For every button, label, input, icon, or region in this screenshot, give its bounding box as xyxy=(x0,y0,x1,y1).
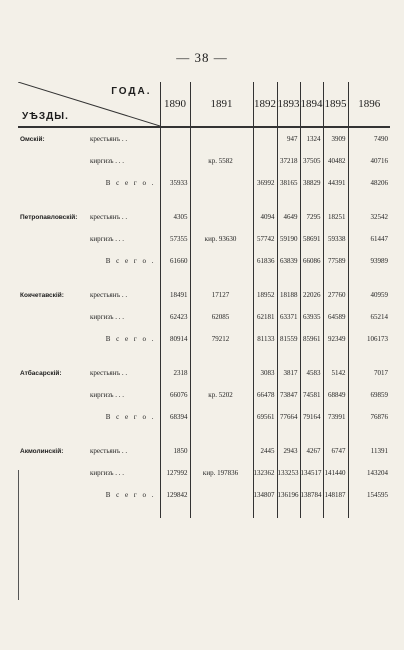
value-cell: 73847 xyxy=(277,384,300,406)
district-name xyxy=(18,484,88,506)
value-cell: 17127 xyxy=(190,284,253,306)
value-cell: 40716 xyxy=(348,150,390,172)
value-cell: 134517 xyxy=(300,462,323,484)
separator-cell xyxy=(18,272,88,284)
table-row xyxy=(18,150,390,172)
table-row xyxy=(18,306,390,328)
value-cell: 62181 xyxy=(253,306,277,328)
value-cell: 59190 xyxy=(277,228,300,250)
value-cell: 68394 xyxy=(160,406,190,428)
value-cell: 7490 xyxy=(348,127,390,150)
value-cell: 4583 xyxy=(300,362,323,384)
value-cell: 947 xyxy=(277,127,300,150)
value-cell: 38829 xyxy=(300,172,323,194)
total-row xyxy=(18,484,390,506)
total-label: В с е г о . xyxy=(105,179,156,187)
value-cell: 79164 xyxy=(300,406,323,428)
value-cell xyxy=(190,484,253,506)
separator-cell xyxy=(253,272,277,284)
district-name xyxy=(18,172,88,194)
value-cell: 66086 xyxy=(300,250,323,272)
separator-cell xyxy=(253,350,277,362)
value-cell: 65214 xyxy=(348,306,390,328)
value-cell: 61836 xyxy=(253,250,277,272)
total-row xyxy=(18,406,390,428)
value-cell: 5142 xyxy=(323,362,348,384)
separator-cell xyxy=(348,194,390,206)
value-cell: 6747 xyxy=(323,440,348,462)
districts-caption: УѢЗДЫ. xyxy=(22,111,69,122)
value-cell: 133253 xyxy=(277,462,300,484)
value-cell: 77664 xyxy=(277,406,300,428)
value-cell xyxy=(190,172,253,194)
value-cell: 76876 xyxy=(348,406,390,428)
value-cell: кр. 5202 xyxy=(190,384,253,406)
district-name: Петропавловскій: xyxy=(20,213,78,221)
header-row xyxy=(18,82,390,127)
district-name: Акмолинскій: xyxy=(20,447,64,455)
district-name xyxy=(18,384,88,406)
table-row xyxy=(18,440,390,462)
value-cell: 138784 xyxy=(300,484,323,506)
value-cell: 77589 xyxy=(323,250,348,272)
value-cell: 132362 xyxy=(253,462,277,484)
district-name: Кокчетавскій: xyxy=(20,291,64,299)
separator-cell xyxy=(88,272,160,284)
year-header: 1890 xyxy=(160,82,190,127)
separator-cell xyxy=(88,428,160,440)
value-cell: 59338 xyxy=(323,228,348,250)
separator-cell xyxy=(348,506,390,518)
value-cell: 18952 xyxy=(253,284,277,306)
value-cell: 4305 xyxy=(160,206,190,228)
separator-cell xyxy=(300,272,323,284)
year-header: 1894 xyxy=(300,82,323,127)
value-cell: 3817 xyxy=(277,362,300,384)
separator-cell xyxy=(348,428,390,440)
district-name xyxy=(18,328,88,350)
value-cell: 93989 xyxy=(348,250,390,272)
value-cell: 44391 xyxy=(323,172,348,194)
separator-cell xyxy=(160,350,190,362)
value-cell: 2445 xyxy=(253,440,277,462)
total-row xyxy=(18,172,390,194)
value-cell: кир. 197836 xyxy=(190,462,253,484)
value-cell xyxy=(253,150,277,172)
value-cell: 66478 xyxy=(253,384,277,406)
separator-cell xyxy=(160,194,190,206)
separator-cell xyxy=(160,506,190,518)
table-row xyxy=(18,462,390,484)
value-cell: 81559 xyxy=(277,328,300,350)
district-name xyxy=(18,462,88,484)
separator-row xyxy=(18,272,390,284)
value-cell: 68849 xyxy=(323,384,348,406)
value-cell: 61447 xyxy=(348,228,390,250)
value-cell: 62423 xyxy=(160,306,190,328)
value-cell: 4094 xyxy=(253,206,277,228)
value-cell: 2943 xyxy=(277,440,300,462)
value-cell: 57355 xyxy=(160,228,190,250)
district-name xyxy=(18,150,88,172)
total-row xyxy=(18,328,390,350)
population-group-label: крестьянъ . . xyxy=(90,447,128,455)
value-cell: 134807 xyxy=(253,484,277,506)
total-label: В с е г о . xyxy=(105,335,156,343)
separator-cell xyxy=(190,194,253,206)
value-cell: 18251 xyxy=(323,206,348,228)
value-cell: 27760 xyxy=(323,284,348,306)
table-row xyxy=(18,228,390,250)
population-group-label: киргизъ . . . xyxy=(90,391,125,399)
separator-cell xyxy=(300,506,323,518)
value-cell: 36992 xyxy=(253,172,277,194)
total-label: В с е г о . xyxy=(105,257,156,265)
year-header: 1892 xyxy=(253,82,277,127)
value-cell: 85961 xyxy=(300,328,323,350)
value-cell: 37218 xyxy=(277,150,300,172)
value-cell xyxy=(190,440,253,462)
value-cell: 40959 xyxy=(348,284,390,306)
separator-cell xyxy=(277,194,300,206)
total-label: В с е г о . xyxy=(105,413,156,421)
value-cell: 32542 xyxy=(348,206,390,228)
value-cell: 127992 xyxy=(160,462,190,484)
population-group-label: киргизъ . . . xyxy=(90,235,125,243)
separator-cell xyxy=(277,428,300,440)
separator-cell xyxy=(323,350,348,362)
years-caption: ГОДА. xyxy=(111,86,152,97)
separator-cell xyxy=(323,272,348,284)
population-group-label: крестьянъ . . xyxy=(90,213,128,221)
separator-cell xyxy=(300,350,323,362)
separator-cell xyxy=(253,428,277,440)
value-cell: 3083 xyxy=(253,362,277,384)
year-header: 1891 xyxy=(190,82,253,127)
separator-cell xyxy=(88,506,160,518)
separator-cell xyxy=(160,428,190,440)
value-cell: 154595 xyxy=(348,484,390,506)
table-row xyxy=(18,284,390,306)
table-body xyxy=(18,127,390,518)
value-cell: 136196 xyxy=(277,484,300,506)
value-cell: 92349 xyxy=(323,328,348,350)
value-cell: 48206 xyxy=(348,172,390,194)
value-cell: 69859 xyxy=(348,384,390,406)
margin-rule xyxy=(18,470,19,600)
value-cell: 7017 xyxy=(348,362,390,384)
value-cell: 4649 xyxy=(277,206,300,228)
value-cell: 106173 xyxy=(348,328,390,350)
separator-cell xyxy=(277,350,300,362)
value-cell xyxy=(160,150,190,172)
value-cell: 129842 xyxy=(160,484,190,506)
separator-cell xyxy=(323,506,348,518)
district-name xyxy=(18,250,88,272)
year-header: 1893 xyxy=(277,82,300,127)
value-cell xyxy=(190,362,253,384)
separator-cell xyxy=(277,506,300,518)
separator-row xyxy=(18,194,390,206)
table-row xyxy=(18,127,390,150)
page-number: — 38 — xyxy=(176,50,228,65)
value-cell: 63935 xyxy=(300,306,323,328)
value-cell: 141440 xyxy=(323,462,348,484)
separator-cell xyxy=(253,194,277,206)
district-name: Омскій: xyxy=(20,135,45,143)
population-group-label: киргизъ . . . xyxy=(90,313,125,321)
value-cell: 73991 xyxy=(323,406,348,428)
value-cell: 63371 xyxy=(277,306,300,328)
district-name xyxy=(18,228,88,250)
value-cell xyxy=(190,406,253,428)
population-group-label: крестьянъ . . xyxy=(90,135,128,143)
value-cell: 22026 xyxy=(300,284,323,306)
value-cell xyxy=(190,250,253,272)
value-cell xyxy=(160,127,190,150)
total-label: В с е г о . xyxy=(105,491,156,499)
value-cell: 58691 xyxy=(300,228,323,250)
district-name: Атбасарскій: xyxy=(20,369,62,377)
year-header: 1895 xyxy=(323,82,348,127)
value-cell: 37505 xyxy=(300,150,323,172)
value-cell: 64589 xyxy=(323,306,348,328)
district-name xyxy=(18,406,88,428)
value-cell: 2318 xyxy=(160,362,190,384)
corner-header xyxy=(18,82,160,127)
value-cell: 81133 xyxy=(253,328,277,350)
district-name xyxy=(18,306,88,328)
table-row xyxy=(18,362,390,384)
separator-cell xyxy=(323,428,348,440)
population-group-label: крестьянъ . . xyxy=(90,369,128,377)
separator-cell xyxy=(160,272,190,284)
value-cell xyxy=(190,127,253,150)
value-cell: кир. 93630 xyxy=(190,228,253,250)
value-cell: 18188 xyxy=(277,284,300,306)
separator-cell xyxy=(190,506,253,518)
separator-cell xyxy=(88,194,160,206)
separator-row xyxy=(18,428,390,440)
value-cell: 74581 xyxy=(300,384,323,406)
separator-row xyxy=(18,350,390,362)
value-cell: 148187 xyxy=(323,484,348,506)
year-header: 1896 xyxy=(348,82,390,127)
value-cell: 143204 xyxy=(348,462,390,484)
population-group-label: крестьянъ . . xyxy=(90,291,128,299)
separator-cell xyxy=(300,428,323,440)
value-cell: 62085 xyxy=(190,306,253,328)
value-cell: 11391 xyxy=(348,440,390,462)
value-cell: 80914 xyxy=(160,328,190,350)
separator-cell xyxy=(323,194,348,206)
value-cell: 63839 xyxy=(277,250,300,272)
separator-cell xyxy=(18,428,88,440)
table-row xyxy=(18,384,390,406)
value-cell: 61660 xyxy=(160,250,190,272)
separator-cell xyxy=(88,350,160,362)
value-cell: 57742 xyxy=(253,228,277,250)
separator-cell xyxy=(190,428,253,440)
separator-row xyxy=(18,506,390,518)
separator-cell xyxy=(18,194,88,206)
value-cell: 38165 xyxy=(277,172,300,194)
value-cell: 35933 xyxy=(160,172,190,194)
value-cell xyxy=(190,206,253,228)
separator-cell xyxy=(18,350,88,362)
value-cell: 40482 xyxy=(323,150,348,172)
value-cell: 66076 xyxy=(160,384,190,406)
value-cell: 1324 xyxy=(300,127,323,150)
table-row xyxy=(18,206,390,228)
value-cell: 1850 xyxy=(160,440,190,462)
population-table xyxy=(18,82,390,518)
value-cell: кр. 5582 xyxy=(190,150,253,172)
separator-cell xyxy=(190,350,253,362)
value-cell: 4267 xyxy=(300,440,323,462)
value-cell xyxy=(253,127,277,150)
separator-cell xyxy=(18,506,88,518)
value-cell: 18491 xyxy=(160,284,190,306)
value-cell: 3909 xyxy=(323,127,348,150)
separator-cell xyxy=(348,350,390,362)
separator-cell xyxy=(253,506,277,518)
value-cell: 69561 xyxy=(253,406,277,428)
population-group-label: киргизъ . . . xyxy=(90,157,125,165)
total-row xyxy=(18,250,390,272)
value-cell: 7295 xyxy=(300,206,323,228)
separator-cell xyxy=(190,272,253,284)
value-cell: 79212 xyxy=(190,328,253,350)
separator-cell xyxy=(277,272,300,284)
separator-cell xyxy=(348,272,390,284)
separator-cell xyxy=(300,194,323,206)
population-group-label: киргизъ . . . xyxy=(90,469,125,477)
